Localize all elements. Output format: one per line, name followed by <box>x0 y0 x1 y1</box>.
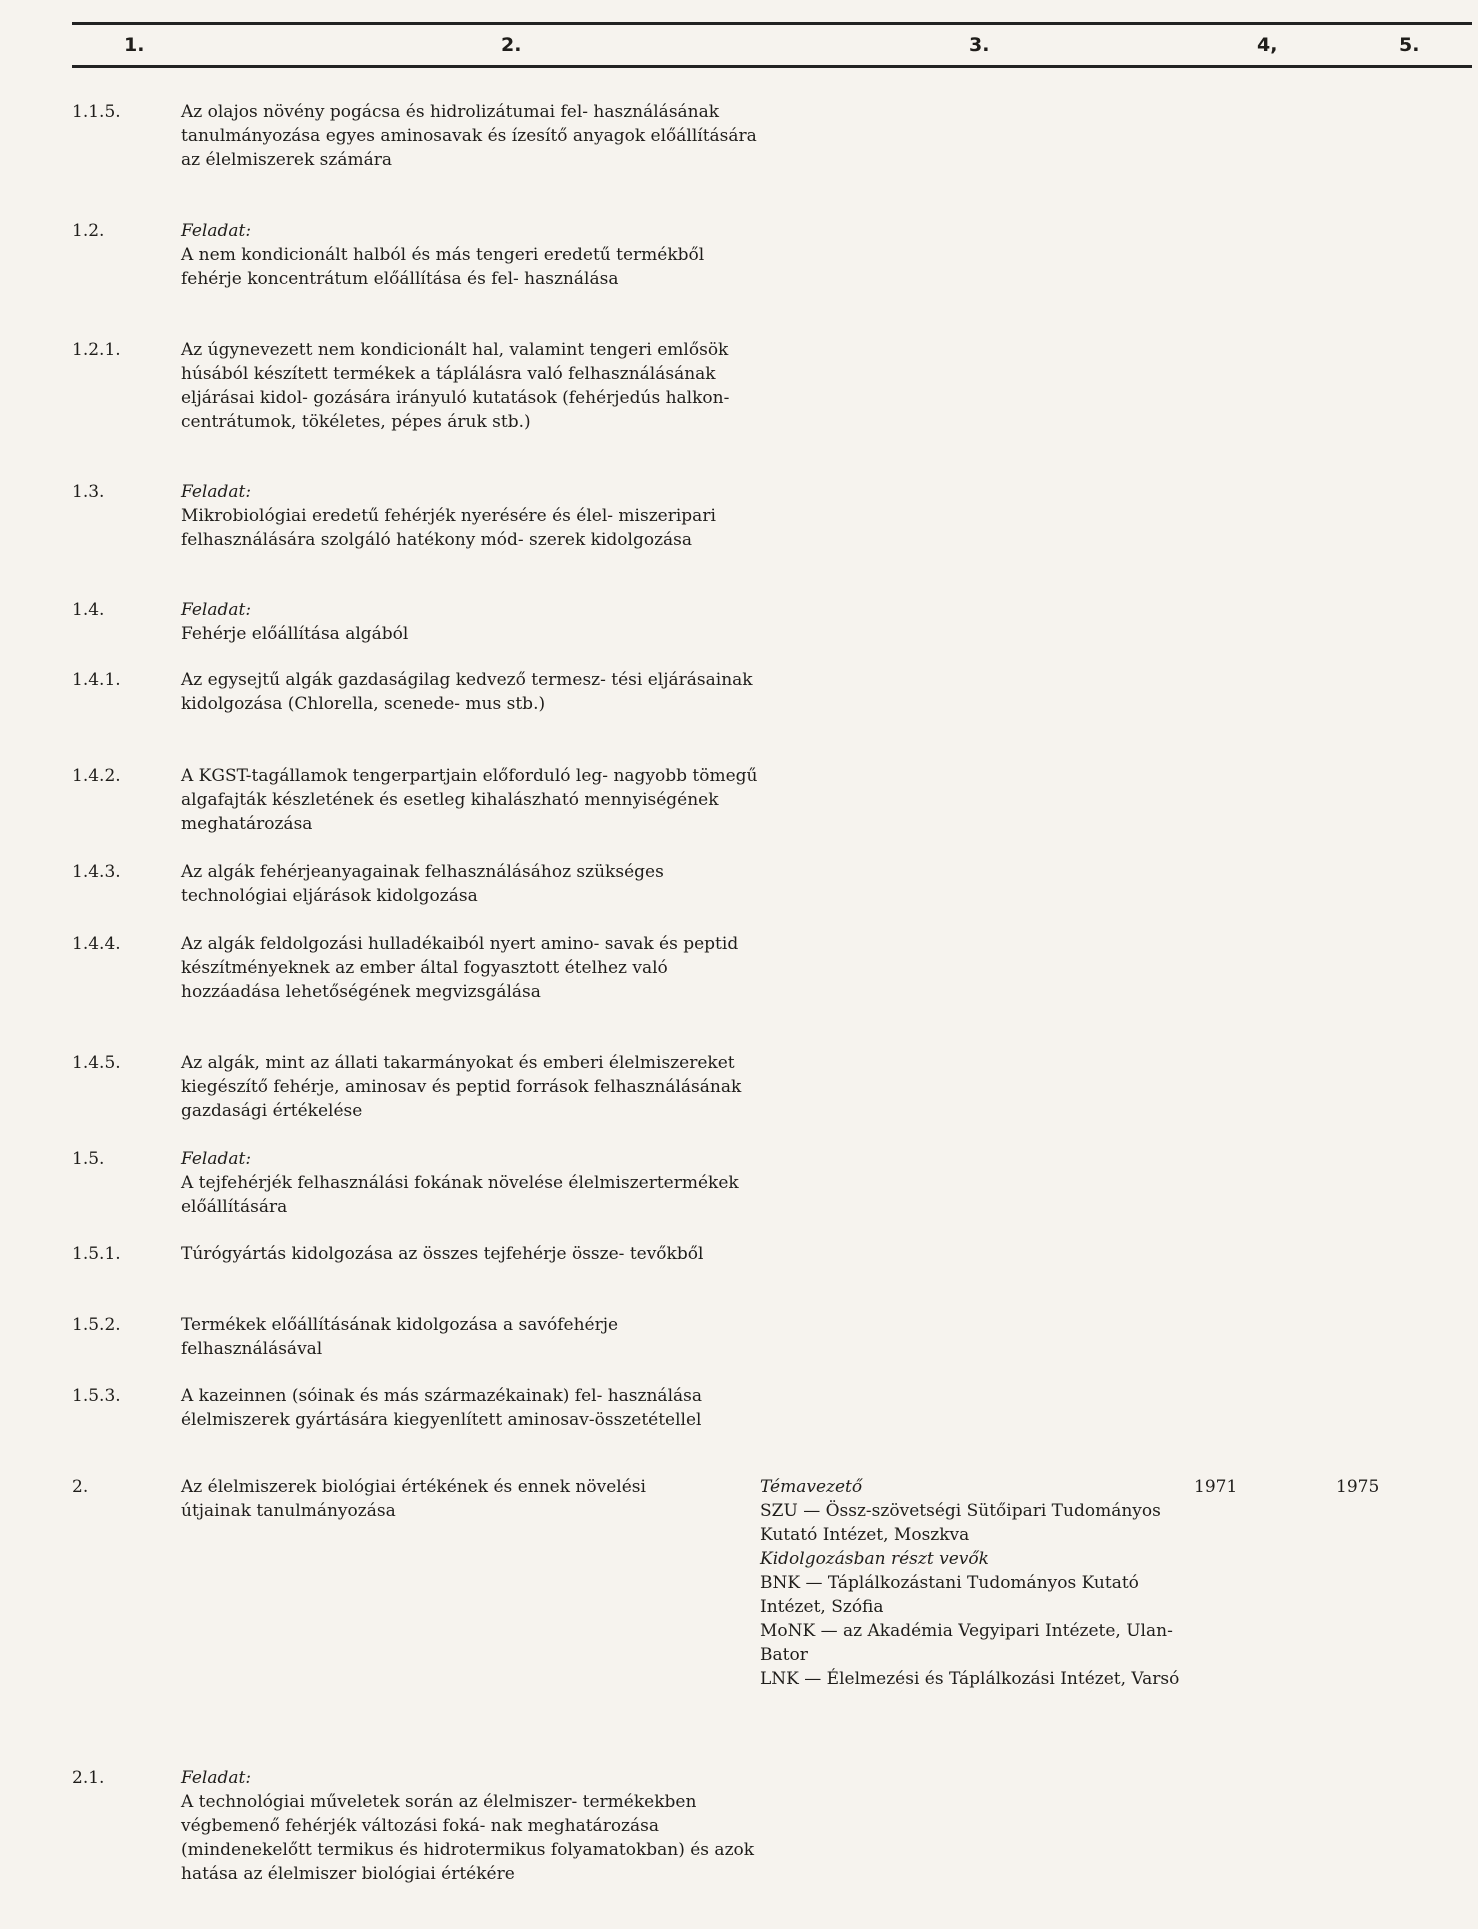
task-label: Feladat: <box>181 221 252 241</box>
row-body: Az algák fehérjeanyagainak felhasználásához szükséges technológiai eljárások kidolgozása <box>181 862 664 906</box>
row-number: 1.4. <box>72 600 105 620</box>
column-header-3: 3. <box>969 34 990 56</box>
row-text <box>181 598 761 646</box>
row-number: 1.1.5. <box>72 102 121 122</box>
row-text <box>181 1051 761 1123</box>
row-number: 1.4.3. <box>72 862 121 882</box>
row-number: 1.5.3. <box>72 1386 121 1406</box>
row-text <box>181 1475 701 1523</box>
row-body: Az algák feldolgozási hulladékaiból nyert amino- savak és peptid készítményeknek az ember által fogyasztott ételhez való hozzáadása lehetőségének megvizsgálása <box>181 934 739 1002</box>
row-text <box>181 860 761 908</box>
row-body: Az olajos növény pogácsa és hidrolizátumai fel- használásának tanulmányozása egyes aminosavak és ízesítő anyagok előállítására az élelmiszerek számára <box>181 102 757 170</box>
row-text <box>181 480 761 552</box>
participants-label: Kidolgozásban részt vevők <box>760 1549 989 1569</box>
row-text <box>181 668 761 716</box>
column-header-1: 1. <box>124 34 145 56</box>
column-header-4: 4, <box>1257 34 1278 56</box>
column-header-2: 2. <box>501 34 522 56</box>
row-number: 1.3. <box>72 482 105 502</box>
responsible-institutions <box>760 1475 1180 1691</box>
task-label: Feladat: <box>181 1768 252 1788</box>
row-number: 1.4.4. <box>72 934 121 954</box>
header-rule-top <box>72 22 1472 25</box>
row-text <box>181 764 761 836</box>
task-label: Feladat: <box>181 482 252 502</box>
lead-label: Témavezető <box>760 1477 863 1497</box>
row-text <box>181 1313 761 1361</box>
row-number: 1.4.1. <box>72 670 121 690</box>
row-body: Az algák, mint az állati takarmányokat és emberi élelmiszereket kiegészítő fehérje, aminosav és peptid források felhasználásának gazdasági értékelése <box>181 1053 742 1121</box>
row-body: Az úgynevezett nem kondicionált hal, valamint tengeri emlősök húsából készített termékek a táplálásra való felhasználásának eljárásai kidol- gozására irányuló kutatások (fehérjedús halkon- centrátumok, tökéletes, pépes áruk stb.) <box>181 340 730 432</box>
row-body: A technológiai műveletek során az élelmiszer- termékekben végbemenő fehérjék változási foká- nak meghatározása (mindenekelőtt termikus és hidrotermikus folyamatokban) és azok hatása az élelmiszer biológiai értékére <box>181 1792 755 1884</box>
row-body: Fehérje előállítása algából <box>181 624 409 644</box>
row-body: Az élelmiszerek biológiai értékének és ennek növelési útjainak tanulmányozása <box>181 1477 646 1521</box>
task-label: Feladat: <box>181 600 252 620</box>
row-number: 1.4.2. <box>72 766 121 786</box>
row-text <box>181 1147 761 1219</box>
row-body: A nem kondicionált halból és más tengeri eredetű termékből fehérje koncentrátum előállítása és fel- használása <box>181 245 705 289</box>
header-rule-bottom <box>72 65 1472 68</box>
row-number: 1.5.1. <box>72 1244 121 1264</box>
participant-organization: LNK — Élelmezési és Táplálkozási Intézet, Varsó <box>760 1669 1180 1689</box>
row-text <box>181 219 761 291</box>
row-body: Mikrobiológiai eredetű fehérjék nyerésére és élel- miszeripari felhasználására szolgáló hatékony mód- szerek kidolgozása <box>181 506 716 550</box>
participant-organization: MoNK — az Akadémia Vegyipari Intézete, Ulan-Bator <box>760 1621 1173 1665</box>
start-year: 1971 <box>1194 1477 1238 1497</box>
row-body: Az egysejtű algák gazdaságilag kedvező termesz- tési eljárásainak kidolgozása (Chlorella, scenede- mus stb.) <box>181 670 753 714</box>
row-number: 1.2. <box>72 221 105 241</box>
row-body: Túrógyártás kidolgozása az összes tejfehérje össze- tevőkből <box>181 1244 704 1264</box>
row-number: 1.2.1. <box>72 340 121 360</box>
row-text <box>181 100 761 172</box>
row-text <box>181 932 761 1004</box>
row-number: 1.5. <box>72 1149 105 1169</box>
participant-organization: BNK — Táplálkozástani Tudományos Kutató Intézet, Szófia <box>760 1573 1139 1617</box>
task-label: Feladat: <box>181 1149 252 1169</box>
row-text <box>181 1384 761 1432</box>
row-body: A kazeinnen (sóinak és más származékainak) fel- használása élelmiszerek gyártására kiegyenlített aminosav-összetétellel <box>181 1386 702 1430</box>
lead-organization: SZU — Össz-szövetségi Sütőipari Tudományos Kutató Intézet, Moszkva <box>760 1501 1161 1545</box>
row-body: Termékek előállításának kidolgozása a savófehérje felhasználásával <box>181 1315 619 1359</box>
row-body: A KGST-tagállamok tengerpartjain előforduló leg- nagyobb tömegű algafajták készletének és esetleg kihalászható mennyiségének meghatározása <box>181 766 758 834</box>
row-text <box>181 338 761 434</box>
row-number: 2. <box>72 1477 89 1497</box>
end-year: 1975 <box>1336 1477 1380 1497</box>
column-header-5: 5. <box>1399 34 1420 56</box>
row-number: 1.5.2. <box>72 1315 121 1335</box>
row-text <box>181 1766 761 1886</box>
row-number: 2.1. <box>72 1768 105 1788</box>
row-text <box>181 1242 761 1266</box>
row-body: A tejfehérjék felhasználási fokának növelése élelmiszertermékek előállítására <box>181 1173 739 1217</box>
row-number: 1.4.5. <box>72 1053 121 1073</box>
